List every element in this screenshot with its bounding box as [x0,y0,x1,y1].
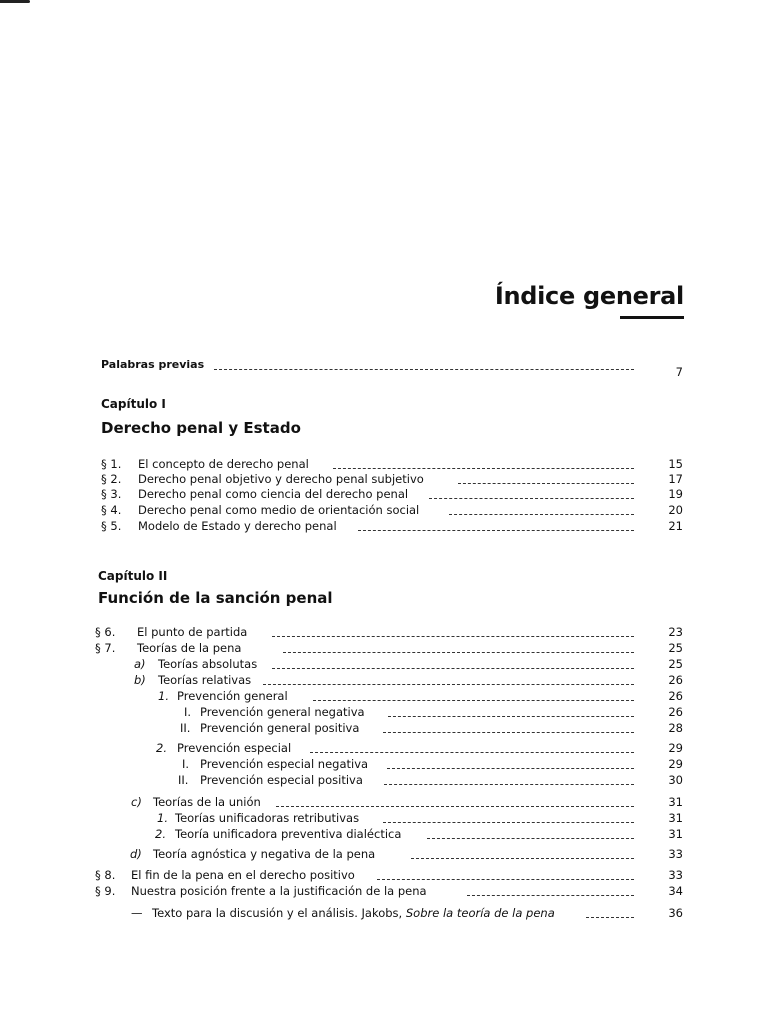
toc-page: 31 [668,827,683,841]
toc-row [0,656,768,672]
toc-row [0,672,768,688]
leader-dots [384,783,634,785]
toc-number: II. [178,773,189,787]
leader-dots [272,635,634,637]
toc-number: a) [134,657,146,671]
leader-dots [283,651,634,653]
toc-page: 15 [668,457,683,471]
toc-page: 26 [668,689,683,703]
leader-dots [388,715,634,717]
toc-label: El punto de partida [137,625,248,639]
toc-number: I. [182,757,190,771]
toc-row [0,471,768,487]
toc-page: 20 [668,503,683,517]
leader-dots [458,482,634,484]
toc-page: 26 [668,705,683,719]
toc-label: Prevención general positiva [200,721,360,735]
toc-number: 2. [156,741,167,755]
toc-page: 33 [668,868,683,882]
toc-row [0,846,768,862]
toc-row [0,720,768,736]
title-underline [620,316,684,319]
toc-page: 25 [668,657,683,671]
chapter-label: Capítulo I [101,397,166,411]
toc-label: Derecho penal como ciencia del derecho penal [138,487,409,501]
toc-row [0,772,768,788]
toc-label: Teorías de la unión [153,795,261,809]
toc-number: c) [131,795,142,809]
toc-number: I. [184,705,192,719]
leader-dots [377,878,634,880]
toc-row [0,810,768,826]
toc-label: Teorías de la pena [137,641,242,655]
toc-row [0,826,768,842]
toc-label: Derecho penal como medio de orientación social [138,503,420,517]
leader-dots [383,731,634,733]
toc-page: 7 [675,365,683,379]
toc-number: 2. [155,827,166,841]
leader-dots [333,467,634,469]
toc-number: § 2. [101,472,122,486]
leader-dots [310,751,634,753]
toc-row [0,883,768,899]
toc-label: Derecho penal objetivo y derecho penal subjetivo [138,472,424,486]
toc-label: Prevención especial [177,741,292,755]
toc-number: § 7. [95,641,116,655]
toc-number: § 6. [95,625,116,639]
toc-number: — [131,906,143,920]
leader-dots [429,497,634,499]
chapter-title: Función de la sanción penal [98,589,333,607]
toc-label: Teorías unificadoras retributivas [175,811,360,825]
toc-page: 33 [668,847,683,861]
leader-dots [358,529,634,531]
toc-page: 25 [668,641,683,655]
leader-dots [467,894,634,896]
toc-label: El concepto de derecho penal [138,457,309,471]
toc-page: 36 [668,906,683,920]
toc-row [0,486,768,502]
toc-number: II. [180,721,191,735]
toc-label: Modelo de Estado y derecho penal [138,519,337,533]
toc-row-preface [0,357,768,379]
toc-row [0,905,768,921]
leader-dots [383,821,634,823]
toc-label: Prevención especial negativa [200,757,369,771]
toc-row [0,688,768,704]
toc-page: 31 [668,811,683,825]
toc-row [0,794,768,810]
leader-dots [586,916,634,918]
leader-dots [263,683,634,685]
leader-dots [427,837,634,839]
toc-page: 34 [668,884,683,898]
leader-dots [276,805,634,807]
toc-row [0,867,768,883]
toc-number: § 5. [101,519,122,533]
toc-number: d) [130,847,142,861]
leader-dots [449,513,634,515]
page-title: Índice general [494,282,684,310]
toc-row [0,740,768,756]
toc-number: § 9. [95,884,116,898]
toc-label: Teoría agnóstica y negativa de la pena [153,847,376,861]
toc-row [0,624,768,640]
toc-page: 21 [668,519,683,533]
leader-dots [214,368,634,370]
toc-row [0,756,768,772]
toc-number: b) [134,673,146,687]
toc-label: Teoría unificadora preventiva dialéctica [175,827,402,841]
toc-page: 30 [668,773,683,787]
toc-number: § 1. [101,457,122,471]
toc-number: § 3. [101,487,122,501]
toc-row [0,640,768,656]
toc-number: 1. [158,689,169,703]
toc-page: 23 [668,625,683,639]
toc-page: 17 [668,472,683,486]
toc-row [0,704,768,720]
toc-label: Texto para la discusión y el análisis. Jakobs, Sobre la teoría de la pena [152,906,555,920]
toc-label: Palabras previas [101,358,205,371]
chapter-title: Derecho penal y Estado [101,419,301,437]
toc-number: 1. [157,811,168,825]
toc-label: El fin de la pena en el derecho positivo [131,868,355,882]
chapter-label: Capítulo II [98,569,168,583]
toc-row [0,502,768,518]
leader-dots [272,667,634,669]
toc-label: Teorías absolutas [158,657,258,671]
toc-number: § 8. [95,868,116,882]
scan-artifact-left [0,0,30,3]
toc-page: 19 [668,487,683,501]
toc-page: 29 [668,741,683,755]
toc-row [0,456,768,472]
toc-label: Prevención especial positiva [200,773,363,787]
leader-dots [313,699,634,701]
toc-number: § 4. [101,503,122,517]
toc-page: 28 [668,721,683,735]
toc-row [0,518,768,534]
toc-label: Nuestra posición frente a la justificación de la pena [131,884,427,898]
toc-label: Prevención general [177,689,288,703]
toc-label-italic: Sobre la teoría de la pena [405,906,555,920]
toc-page: 29 [668,757,683,771]
leader-dots [411,857,634,859]
leader-dots [387,767,634,769]
toc-label: Teorías relativas [158,673,252,687]
toc-page: 26 [668,673,683,687]
toc-label: Prevención general negativa [200,705,365,719]
toc-page: 31 [668,795,683,809]
